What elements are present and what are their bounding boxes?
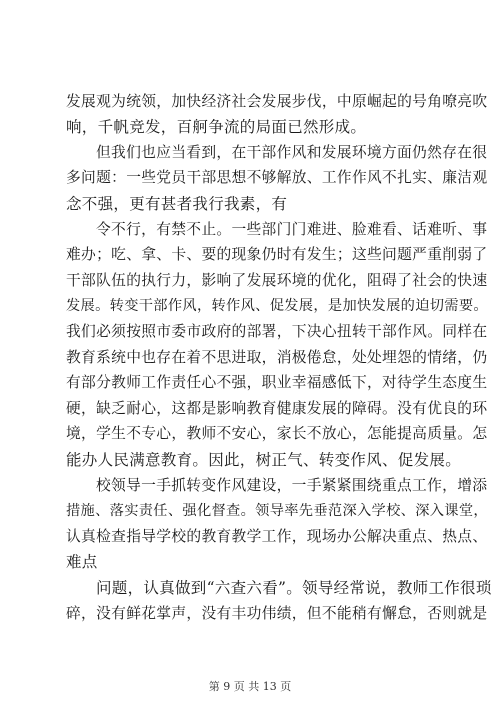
body-line: 但我们也应当看到，在干部作风和发展环境方面仍然存在很 xyxy=(96,144,488,161)
body-line: 境，学生不专心，教师不安心，家长不放心，怎能提高质量。怎 xyxy=(66,425,488,442)
body-line: 措施、落实责任、强化督查。领导率先垂范深入学校、深入课堂， xyxy=(66,503,488,519)
body-line: 响，千帆竞发，百舸争流的局面已然形成。 xyxy=(66,118,367,136)
body-line: 问题，认真做到“六查六看”。领导经常说，教师工作很琐 xyxy=(96,579,492,597)
body-line: 校领导一手抓转变作风建设，一手紧紧围绕重点工作，增添 xyxy=(96,477,488,494)
body-line: 发展观为统领，加快经济社会发展步伐，中原崛起的号角嘹亮吹 xyxy=(66,93,488,110)
body-line: 多问题：一些党员干部思想不够解放、工作作风不扎实、廉洁观 xyxy=(66,169,488,186)
body-line: 教育系统中也存在着不思进取，消极倦怠，处处埋怨的情绪，仍 xyxy=(66,349,488,366)
body-line: 硬，缺乏耐心，这都是影响教育健康发展的障碍。没有优良的环 xyxy=(66,400,488,417)
body-line: 发展。转变干部作风，转作风、促发展，是加快发展的迫切需要。 xyxy=(66,298,488,314)
body-line: 干部队伍的执行力，影响了发展环境的优化，阻碍了社会的快速 xyxy=(66,272,488,289)
body-line: 我们必须按照市委市政府的部署，下决心扭转干部作风。同样在 xyxy=(66,323,488,340)
body-line: 难点 xyxy=(66,553,98,571)
body-line: 念不强，更有甚者我行我素，有 xyxy=(66,195,288,213)
body-line: 难办；吃、拿、卡、要的现象仍时有发生；这些问题严重削弱了 xyxy=(66,246,488,263)
body-line: 令不行，有禁不止。一些部门门难进、脸难看、话难听、事 xyxy=(96,221,488,238)
body-line: 认真检查指导学校的教育教学工作，现场办公解决重点、热点、 xyxy=(66,528,488,545)
body-line: 能办人民满意教育。因此，树正气、转变作风、促发展。 xyxy=(66,451,462,469)
body-line: 有部分教师工作责任心不强，职业幸福感低下，对待学生态度生 xyxy=(66,374,488,391)
body-line: 碎，没有鲜花掌声，没有丰功伟绩，但不能稍有懈怠，否则就是 xyxy=(66,605,488,622)
page-footer: 第 9 页 共 13 页 xyxy=(208,680,292,693)
